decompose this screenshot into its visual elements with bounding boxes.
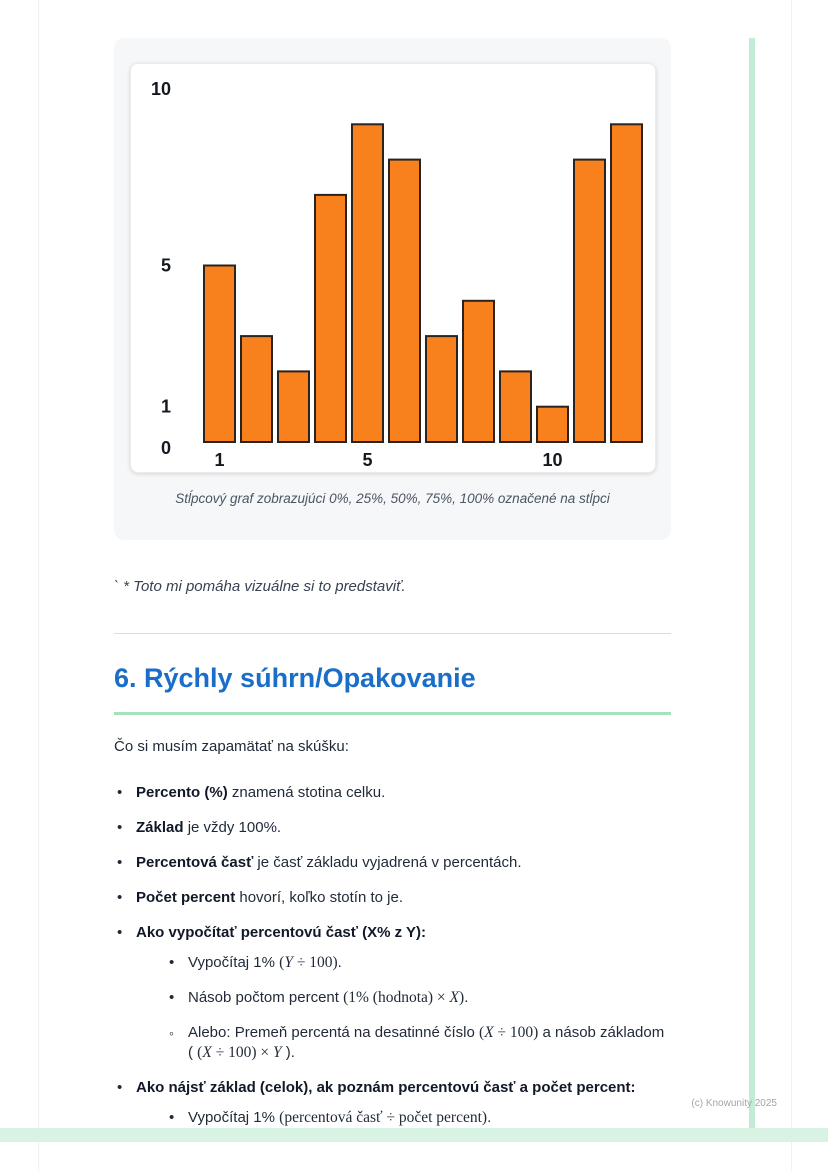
math-expression: (X ÷ 100) [479,1024,539,1041]
list-item-text [188,1024,664,1061]
y-tick-label: 1 [160,396,171,417]
text-segment: Vypočítaj 1% [188,1109,280,1126]
bold-term: Percentová časť [136,854,254,871]
text-segment: . [464,989,469,1006]
bar [500,371,531,442]
nested-list [136,1108,671,1128]
bullet-marker: • [117,854,123,871]
text-segment: je vždy 100%. [183,819,282,836]
text-segment: . [337,954,342,971]
bold-term: Ako vypočítať percentovú časť (X% z Y): [136,924,427,941]
bold-term: Základ [136,819,184,836]
bullet-marker: • [117,889,123,906]
list-item [114,1078,671,1128]
list-item-text [136,889,403,906]
list-item [114,923,671,1063]
bullet-marker: • [117,784,123,801]
list-item [114,853,671,873]
list-item-text [136,924,426,941]
sub-list-item [166,988,671,1008]
text-segment: znamená stotina celku. [227,784,386,801]
bullet-marker: • [169,1109,175,1126]
bar [278,371,309,442]
nested-list [136,953,671,1063]
circle-bullet-marker: ◦ [169,1025,174,1041]
text-segment: ). [281,1044,295,1061]
math-expression: (1% (hodnota) × X) [343,989,465,1006]
list-item-text [188,954,342,971]
bullet-marker: • [169,954,175,971]
list-item [114,888,671,908]
bar [426,336,457,442]
x-tick-label: 1 [214,450,225,470]
bullet-marker: • [117,1079,123,1096]
text-segment: hovorí, koľko stotín to je. [235,889,403,906]
x-tick-label: 5 [362,450,373,470]
bar [389,160,420,442]
intro-text: Čo si musím zapamätať na skúšku: [114,738,349,755]
list-item-text [136,854,522,871]
bar [574,160,605,442]
sub-list-item [166,953,671,973]
bullet-marker: • [117,819,123,836]
list-item-text [136,784,385,801]
list-item-text [188,1109,491,1126]
text-segment: . [487,1109,492,1126]
text-segment: Násob počtom percent [188,989,344,1006]
bold-term: Percento (%) [136,784,228,801]
bold-term: Ako nájsť základ (celok), ak poznám percentovú časť a počet percent: [136,1079,636,1096]
math-expression: (Y ÷ 100) [279,954,338,971]
chart-caption: Stĺpcový graf zobrazujúci 0%, 25%, 50%, 75%, 100% označené na stĺpci [175,491,610,506]
text-segment: Alebo: Premeň percentá na desatinné číslo [188,1024,480,1041]
list-item [114,818,671,838]
page-bottom-accent [0,1128,828,1142]
list-item-text [136,1079,636,1096]
section-heading: 6. Rýchly súhrn/Opakovanie [114,663,476,693]
y-tick-label: 5 [160,255,171,276]
page-edge-accent [749,38,755,1128]
y-tick-label: 0 [160,438,171,458]
summary-list [114,783,671,1128]
bar [204,266,235,443]
bar [611,124,642,442]
bar [537,407,568,442]
section-divider [114,633,671,634]
heading-underline [114,712,671,715]
bar [352,124,383,442]
bold-term: Počet percent [136,889,236,906]
list-item-text [136,819,281,836]
bar-chart [130,63,656,473]
y-tick-label: 10 [150,79,171,99]
math-expression: (percentová časť ÷ počet percent) [279,1109,488,1126]
bullet-marker: • [169,989,175,1006]
bar [463,301,494,442]
page-content [114,38,671,1143]
list-item [114,783,671,803]
math-expression: (X ÷ 100) × Y [197,1044,282,1061]
bar-chart-svg [131,64,655,472]
chart-figure [114,38,671,540]
sub-list-item [166,1023,671,1063]
bar [315,195,346,442]
text-segment: Vypočítaj 1% [188,954,280,971]
x-tick-label: 10 [542,450,563,470]
bar [241,336,272,442]
text-segment: je časť základu vyjadrená v percentách. [253,854,522,871]
document-page [38,0,792,1171]
list-item-text [188,989,468,1006]
text-segment: a násob základom ( [188,1024,665,1061]
bullet-marker: • [117,924,123,941]
copyright: (c) Knowunity 2025 [691,1098,777,1109]
sub-list-item [166,1108,671,1128]
note-text: ` * Toto mi pomáha vizuálne si to predstaviť. [114,578,406,595]
